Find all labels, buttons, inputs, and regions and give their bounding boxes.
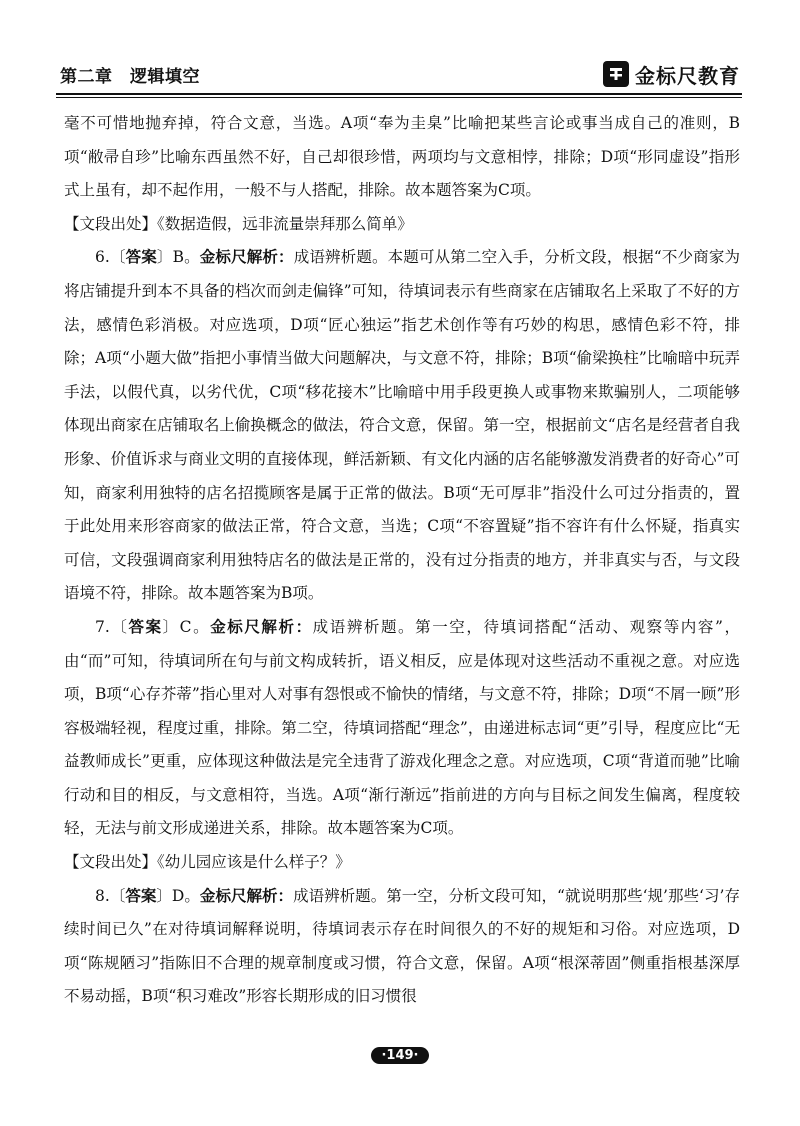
header-rule-thin (56, 97, 742, 98)
source-citation: 【文段出处】《数据造假，远非流量崇拜那么简单》 (64, 214, 413, 233)
page-header (60, 58, 740, 90)
paragraph-continuation: 毫不可惜地抛弃掉，符合文意，当选。A项“奉为圭臬”比喻把某些言论或事当成自己的准则，B项“敝帚自珍”比喻东西虽然不好，自己却很珍惜，两项均与文意相悖，排除；D项“形同虚设”指形式上虽有，却不起作用，一般不与人搭配，排除。故本题答案为C项。 (64, 114, 740, 200)
logo-text: 金标尺教育 (635, 63, 740, 88)
answer-paragraph-7: 7.〔答案〕C。金标尺解析：成语辨析题。第一空，待填词搭配“活动、观察等内容”，由“而”可知，待填词所在句与前文构成转折，语义相反，应是体现对这些活动不重视之意。对应选项，B项“心存芥蒂”指心里对人对事有怨恨或不愉快的情绪，与文意不符，排除；D项“不屑一顾”形容极端轻视，程度过重，排除。第二空，待填词搭配“理念”，由递进标志词“更”引导，程度应比“无益教师成长”更重，应体现这种做法是完全违背了游戏化理念之意。对应选项，C项“背道而驰”比喻行动和目的相反，与文意相符，当选。A项“渐行渐远”指前进的方向与目标之间发生偏离，程度较轻，无法与前文形成递进关系，排除。故本题答案为C项。 (64, 617, 740, 838)
publisher-logo (603, 60, 740, 89)
logo-icon (603, 61, 629, 87)
source-citation: 【文段出处】《幼儿园应该是什么样子？》 (64, 853, 351, 872)
answer-paragraph-8: 8.〔答案〕D。金标尺解析：成语辨析题。第一空，分析文段可知，“就说明那些‘规’那些‘习’存续时间已久”在对待填词解释说明，待填词表示存在时间很久的不好的规矩和习俗。对应选项，D项“陈规陋习”指陈旧不合理的规章制度或习惯，符合文意，保留。A项“根深蒂固”侧重指根基深厚不易动摇，B项“积习难改”形容长期形成的旧习惯很 (64, 886, 740, 1006)
answer-paragraph-6: 6.〔答案〕B。金标尺解析：成语辨析题。本题可从第二空入手，分析文段，根据“不少商家为将店铺提升到本不具备的档次而剑走偏锋”可知，待填词表示有些商家在店铺取名上采取了不好的方法，感情色彩消极。对应选项，D项“匠心独运”指艺术创作等有巧妙的构思，感情色彩不符，排除；A项“小题大做”指把小事情当做大问题解决，与文意不符，排除；B项“偷梁换柱”比喻暗中玩弄手法，以假代真，以劣代优，C项“移花接木”比喻暗中用手段更换人或事物来欺骗别人，二项能够体现出商家在店铺取名上偷换概念的做法，符合文意，保留。第一空，根据前文“店名是经营者自我形象、价值诉求与商业文明的直接体现，鲜活新颖、有文化内涵的店名能够激发消费者的好奇心”可知，商家利用独特的店名招揽顾客是属于正常的做法。B项“无可厚非”指没什么可过分指责的，置于此处用来形容商家的做法正常，符合文意，当选；C项“不容置疑”指不容许有什么怀疑，指真实可信，文段强调商家利用独特店名的做法是正常的，没有过分指责的地方，并非真实与否，与文段语境不符，排除。故本题答案为B项。 (64, 248, 740, 603)
page-body (64, 107, 740, 1014)
page-number: ·149· (371, 1047, 428, 1064)
page-footer (0, 1047, 800, 1064)
chapter-title: 第二章 逻辑填空 (60, 66, 200, 87)
header-rule (56, 93, 742, 95)
